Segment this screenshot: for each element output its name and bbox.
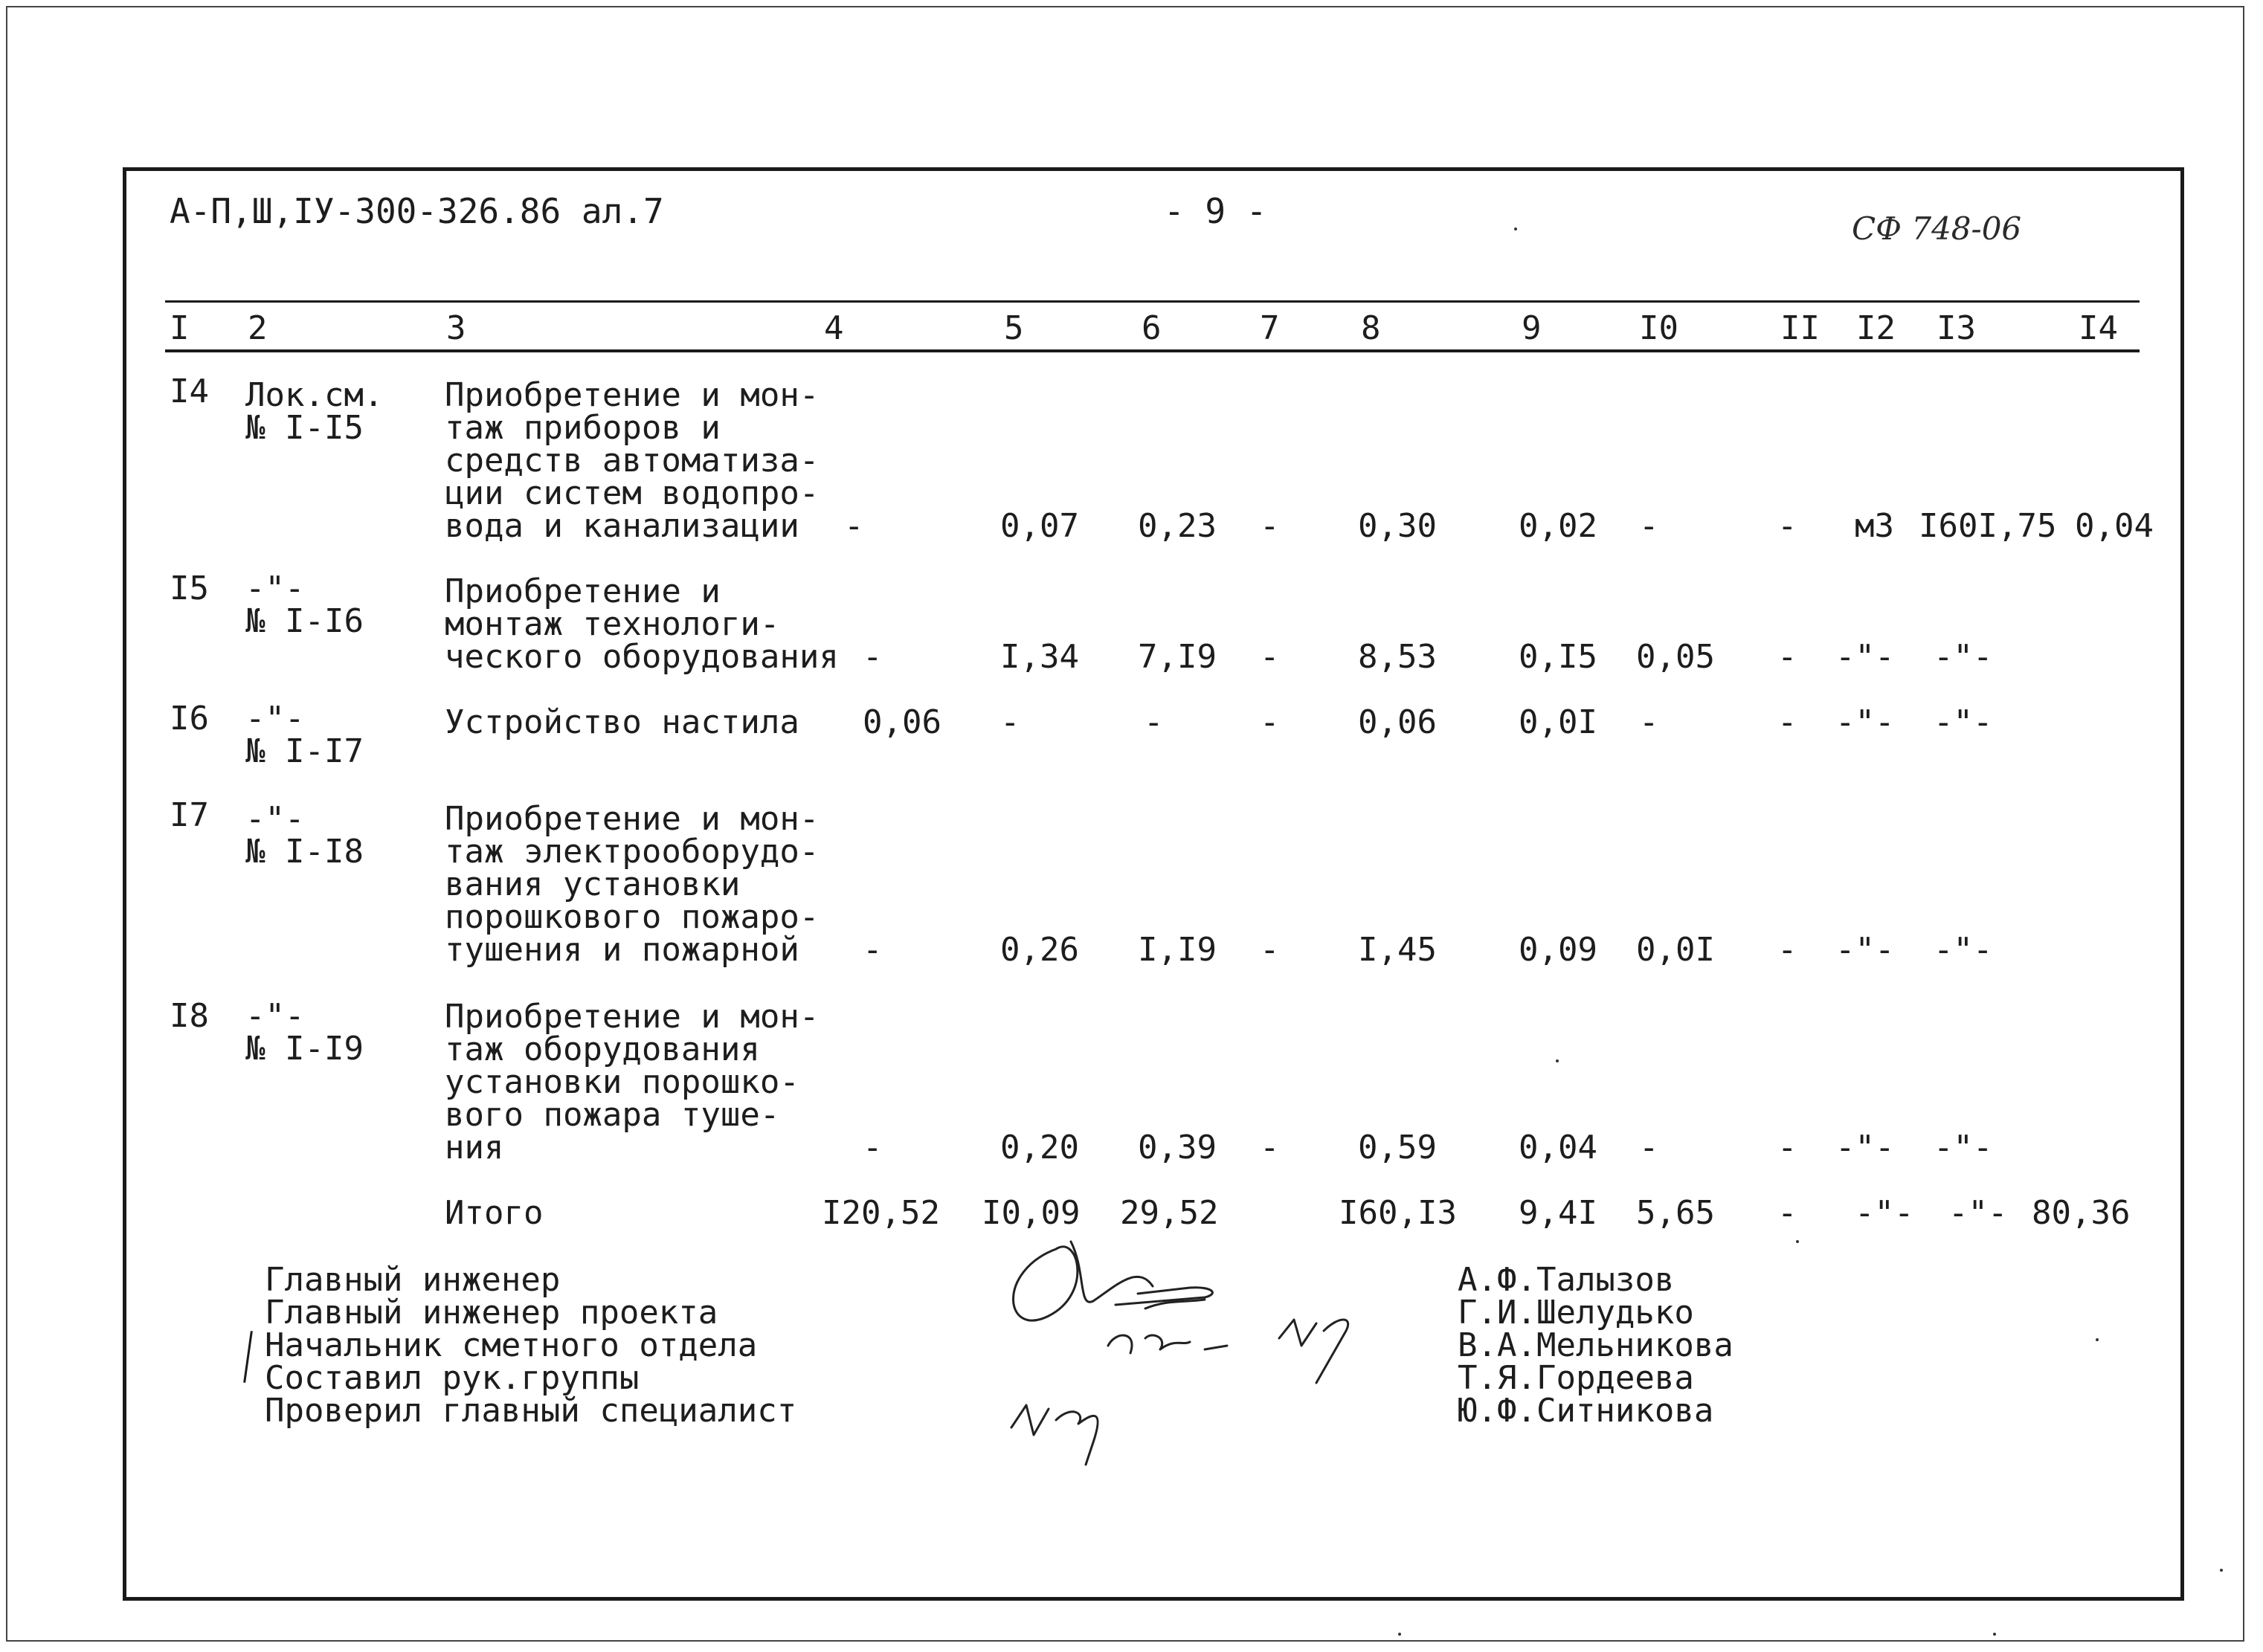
scan-speck [1398, 1633, 1401, 1636]
row-cell-11: - [1777, 638, 1797, 676]
row-cell-7: - [1260, 703, 1280, 741]
handwritten-signatures [967, 1219, 1443, 1487]
total-cell-10: 5,65 [1636, 1194, 1715, 1232]
row-cell-10: - [1639, 507, 1659, 545]
row-cell-9: 0,02 [1519, 507, 1597, 545]
row-cell-8: I,45 [1358, 931, 1437, 969]
total-cell-9: 9,4I [1519, 1194, 1597, 1232]
handwritten-archive-note: СФ 748-06 [1852, 210, 2022, 247]
row-cell-12: м3 [1855, 507, 1894, 545]
row-number: I8 [170, 997, 209, 1035]
row-description: Приобретение и монтаж технологи- ческого оборудования [445, 572, 839, 676]
row-cell-4: 0,06 [863, 703, 941, 741]
signatory-title: Главный инженер [265, 1261, 561, 1299]
row-reference: -"- № I-I6 [245, 570, 364, 640]
row-cell-10: - [1639, 1129, 1659, 1167]
row-cell-13: -"- [1934, 931, 1993, 969]
row-number: I5 [170, 570, 209, 607]
row-cell-13: I60I,75 [1919, 507, 2057, 545]
total-cell-11: - [1777, 1194, 1797, 1232]
row-reference: -"- № I-I7 [245, 700, 364, 770]
row-cell-6: 7,I9 [1138, 638, 1217, 676]
row-cell-6: - [1144, 703, 1164, 741]
scan-speck [1796, 1240, 1799, 1243]
row-cell-13: -"- [1934, 638, 1993, 676]
row-cell-11: - [1777, 507, 1797, 545]
row-cell-11: - [1777, 703, 1797, 741]
row-cell-6: 0,39 [1138, 1129, 1217, 1167]
row-cell-12: -"- [1835, 638, 1895, 676]
row-cell-6: 0,23 [1138, 507, 1217, 545]
row-cell-5: 0,26 [1000, 931, 1079, 969]
row-cell-10: 0,05 [1636, 638, 1715, 676]
row-cell-12: -"- [1835, 703, 1895, 741]
row-cell-9: 0,I5 [1519, 638, 1597, 676]
row-cell-6: I,I9 [1138, 931, 1217, 969]
column-header-8: 8 [1361, 309, 1381, 347]
column-header-3: 3 [446, 309, 466, 347]
row-cell-9: 0,04 [1519, 1129, 1597, 1167]
row-cell-8: 0,59 [1358, 1129, 1437, 1167]
row-reference: Лок.см. № I-I5 [245, 376, 384, 447]
column-header-2: 2 [248, 309, 268, 347]
signatory-title: Проверил главный специалист [265, 1392, 797, 1430]
row-cell-12: -"- [1835, 1129, 1895, 1167]
column-header-1: I [170, 309, 190, 347]
ink-speck [1514, 228, 1517, 230]
signatory-name: Г.И.Шелудько [1458, 1294, 1694, 1332]
total-cell-12: -"- [1855, 1194, 1914, 1232]
total-cell-4: I20,52 [822, 1194, 940, 1232]
column-header-6: 6 [1142, 309, 1162, 347]
signatory-title: Составил рук.группы [265, 1359, 640, 1397]
scan-speck [1556, 1059, 1559, 1062]
row-cell-7: - [1260, 931, 1280, 969]
row-cell-8: 0,30 [1358, 507, 1437, 545]
row-cell-4: - [863, 931, 883, 969]
row-cell-9: 0,0I [1519, 703, 1597, 741]
row-cell-5: 0,20 [1000, 1129, 1079, 1167]
total-cell-14: 80,36 [2032, 1194, 2131, 1232]
total-label: Итого [445, 1194, 544, 1232]
row-cell-5: I,34 [1000, 638, 1079, 676]
column-header-13: I3 [1937, 309, 1976, 347]
column-header-5: 5 [1004, 309, 1024, 347]
column-header-10: I0 [1639, 309, 1678, 347]
signatory-name: Т.Я.Гордеева [1458, 1359, 1694, 1397]
signatory-name: А.Ф.Талызов [1458, 1261, 1675, 1299]
row-description: Приобретение и мон- таж оборудования установки порошко- вого пожара туше- ния [445, 998, 820, 1167]
document-code: А-П,Ш,IУ-300-326.86 ал.7 [170, 191, 664, 231]
row-cell-12: -"- [1835, 931, 1895, 969]
row-cell-10: 0,0I [1636, 931, 1715, 969]
header-top-rule [165, 300, 2140, 303]
row-cell-11: - [1777, 931, 1797, 969]
row-cell-7: - [1260, 1129, 1280, 1167]
signatory-name: Ю.Ф.Ситникова [1458, 1392, 1714, 1430]
row-cell-4: - [863, 1129, 883, 1167]
row-cell-14: 0,04 [2075, 507, 2154, 545]
total-cell-6: 29,52 [1120, 1194, 1219, 1232]
scan-speck [2220, 1569, 2223, 1572]
header-bottom-rule [165, 349, 2140, 352]
row-cell-13: -"- [1934, 1129, 1993, 1167]
row-cell-13: -"- [1934, 703, 1993, 741]
row-cell-11: - [1777, 1129, 1797, 1167]
row-description: Устройство настила [445, 703, 799, 741]
column-header-12: I2 [1856, 309, 1896, 347]
row-description: Приобретение и мон- таж электрооборудо- вания установки порошкового пожаро- тушения и пожарной [445, 800, 820, 969]
column-header-9: 9 [1522, 309, 1542, 347]
page-number: - 9 - [1164, 191, 1267, 231]
scan-speck [1993, 1633, 1996, 1636]
total-cell-8: I60,I3 [1339, 1194, 1457, 1232]
row-reference: -"- № I-I9 [245, 997, 364, 1068]
row-number: I6 [170, 700, 209, 738]
row-cell-7: - [1260, 507, 1280, 545]
column-header-11: II [1780, 309, 1820, 347]
column-header-7: 7 [1260, 309, 1280, 347]
row-cell-8: 8,53 [1358, 638, 1437, 676]
total-cell-13: -"- [1948, 1194, 2008, 1232]
signatory-name: В.А.Мельникова [1458, 1326, 1734, 1364]
row-cell-4: - [844, 507, 864, 545]
row-number: I4 [170, 372, 209, 410]
row-description: Приобретение и мон- таж приборов и средств автоматиза- ции систем водопро- вода и канализации [445, 376, 820, 545]
row-cell-4: - [863, 638, 883, 676]
column-header-4: 4 [824, 309, 844, 347]
total-cell-5: I0,09 [982, 1194, 1081, 1232]
row-cell-5: - [1000, 703, 1020, 741]
row-cell-5: 0,07 [1000, 507, 1079, 545]
row-reference: -"- № I-I8 [245, 800, 364, 871]
signatory-title: Начальник сметного отдела [265, 1326, 758, 1364]
row-cell-8: 0,06 [1358, 703, 1437, 741]
row-cell-9: 0,09 [1519, 931, 1597, 969]
signatory-title: Главный инженер проекта [265, 1294, 718, 1332]
row-cell-7: - [1260, 638, 1280, 676]
row-cell-10: - [1639, 703, 1659, 741]
scan-speck [2096, 1338, 2099, 1341]
column-header-14: I4 [2079, 309, 2118, 347]
row-number: I7 [170, 796, 209, 834]
